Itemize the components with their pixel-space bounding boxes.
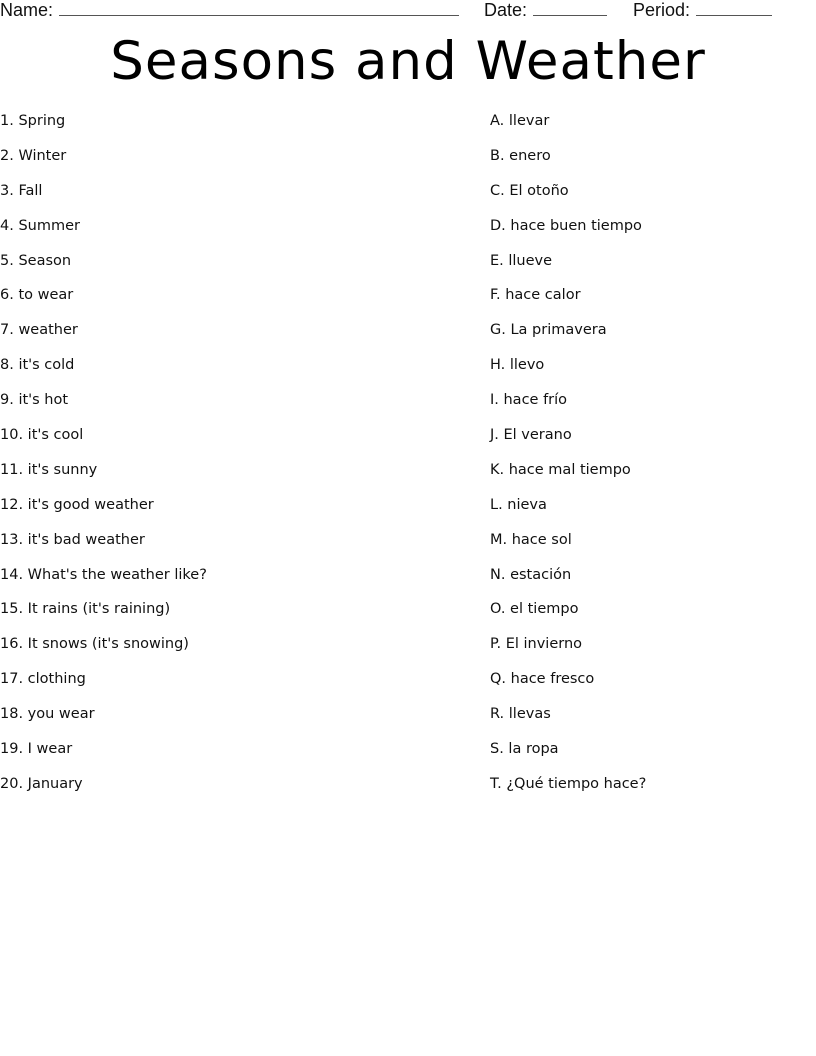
- answer-item: N. estación: [490, 566, 572, 583]
- term-item: 20. January: [0, 775, 83, 792]
- term-item: 7. weather: [0, 322, 78, 339]
- answer-item: E. llueve: [490, 252, 553, 269]
- answer-item: J. El verano: [490, 427, 572, 444]
- answer-item: G. La primavera: [490, 322, 607, 339]
- answer-item: D. hace buen tiempo: [490, 217, 642, 234]
- term-item: 14. What's the weather like?: [0, 566, 207, 583]
- term-item: 8. it's cold: [0, 357, 75, 374]
- term-item: 3. Fall: [0, 182, 43, 199]
- answer-item: T. ¿Qué tiempo hace?: [490, 775, 647, 792]
- answer-item: M. hace sol: [490, 531, 572, 548]
- answer-item: L. nieva: [490, 496, 547, 513]
- name-field: [0, 0, 459, 20]
- term-item: 12. it's good weather: [0, 496, 154, 513]
- term-item: 9. it's hot: [0, 392, 69, 409]
- page-title: Seasons and Weather: [110, 31, 706, 92]
- period-label: Period:: [633, 0, 691, 20]
- terms-list: [0, 109, 470, 807]
- term-item: 1. Spring: [0, 113, 66, 129]
- date-blank-line: [533, 1, 607, 16]
- term-item: 18. you wear: [0, 706, 95, 723]
- answer-item: O. el tiempo: [490, 601, 579, 618]
- term-item: 19. I wear: [0, 741, 73, 758]
- term-item: 2. Winter: [0, 147, 67, 164]
- answer-item: H. llevo: [490, 357, 545, 374]
- name-blank-line: [59, 1, 459, 16]
- answer-item: I. hace frío: [490, 392, 568, 409]
- answers-list: [490, 109, 810, 807]
- term-item: 16. It snows (it's snowing): [0, 636, 189, 653]
- answer-item: P. El invierno: [490, 636, 583, 653]
- term-item: 17. clothing: [0, 671, 86, 688]
- answer-item: R. llevas: [490, 706, 551, 723]
- term-item: 6. to wear: [0, 287, 74, 304]
- term-item: 13. it's bad weather: [0, 531, 145, 548]
- answer-item: A. llevar: [490, 113, 550, 129]
- answer-item: K. hace mal tiempo: [490, 461, 631, 478]
- name-label: Name:: [0, 0, 54, 20]
- answer-item: S. la ropa: [490, 741, 559, 758]
- answer-item: B. enero: [490, 147, 551, 164]
- period-blank-line: [696, 1, 772, 16]
- term-item: 5. Season: [0, 252, 72, 269]
- date-field: [484, 0, 607, 20]
- answer-item: F. hace calor: [490, 287, 581, 304]
- answer-item: Q. hace fresco: [490, 671, 595, 688]
- answer-item: C. El otoño: [490, 182, 569, 199]
- term-item: 15. It rains (it's raining): [0, 601, 171, 618]
- term-item: 11. it's sunny: [0, 461, 98, 478]
- period-field: [633, 0, 772, 20]
- worksheet-header: [0, 0, 816, 24]
- term-item: 10. it's cool: [0, 427, 84, 444]
- date-label: Date:: [484, 0, 528, 20]
- term-item: 4. Summer: [0, 217, 80, 234]
